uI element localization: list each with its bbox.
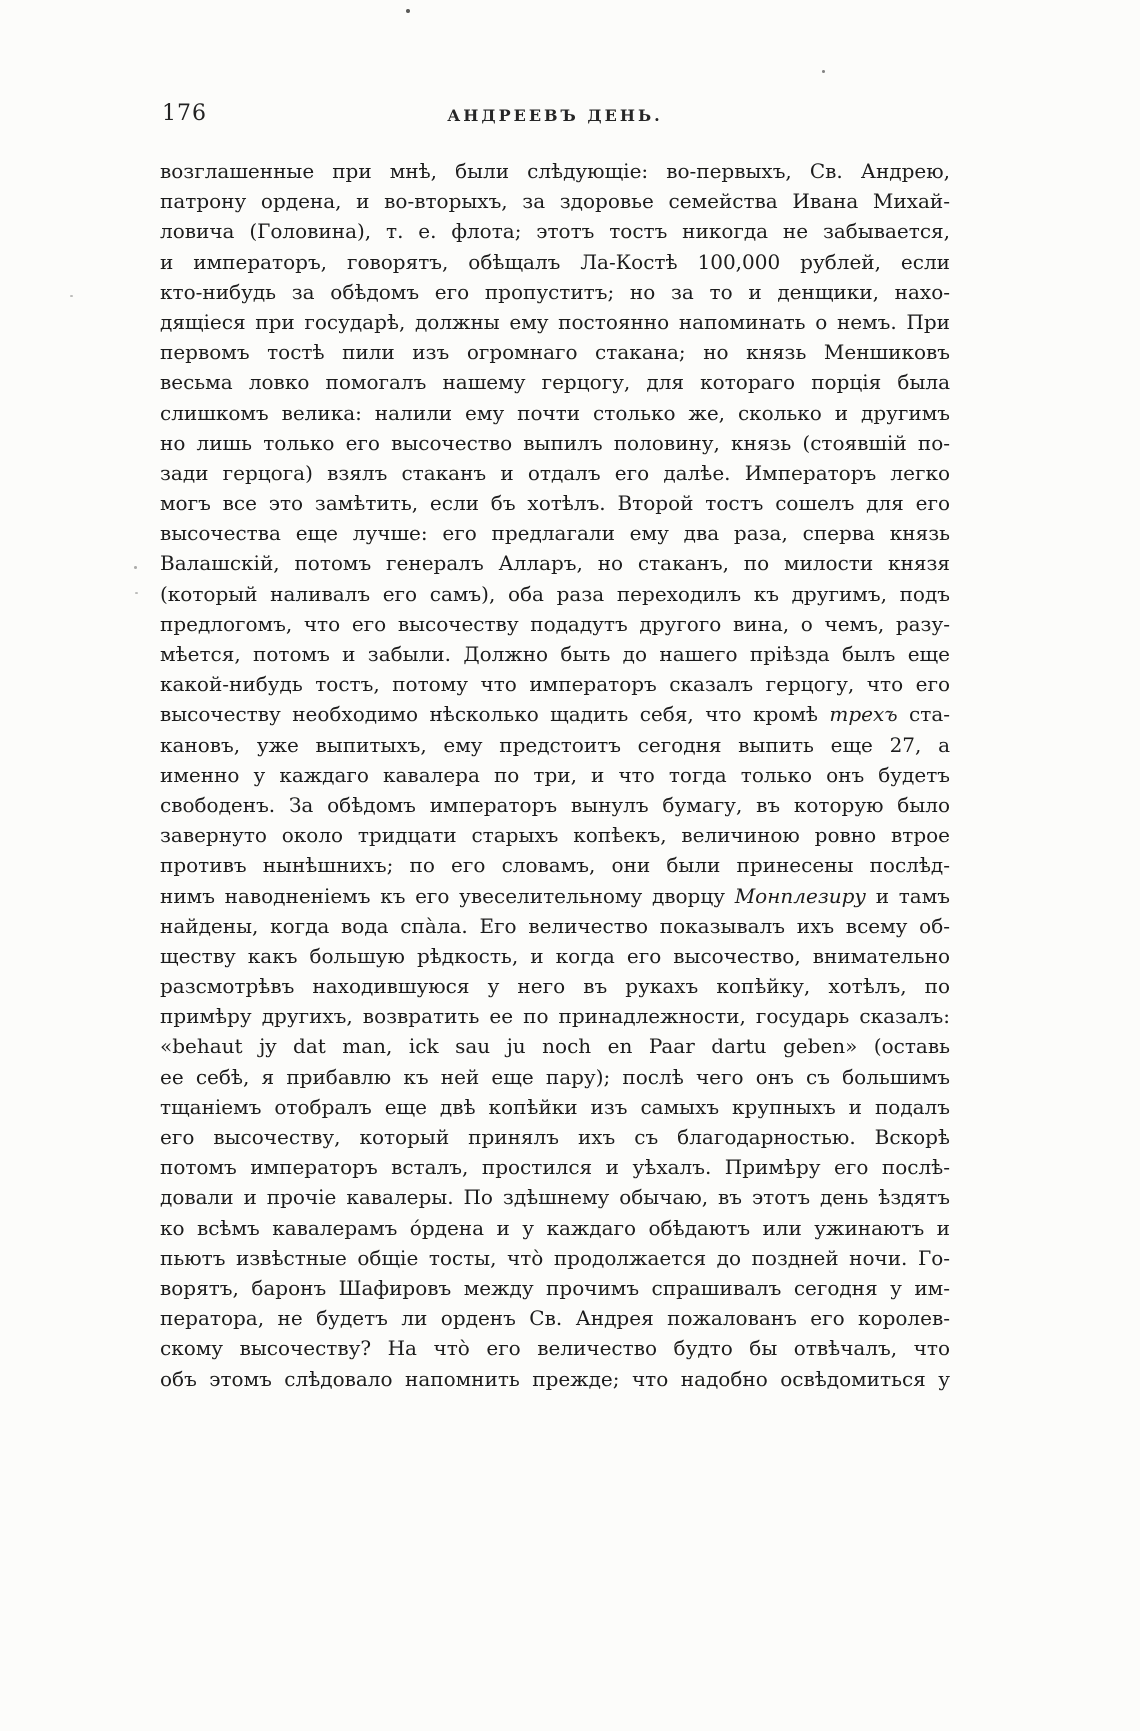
text-line: объ этомъ слѣдовало напомнить прежде; что надобно освѣдомиться у — [160, 1366, 950, 1391]
text-line: ператора, не будетъ ли орденъ Св. Андрея пожалованъ его королев- — [160, 1306, 950, 1331]
text-line: свободенъ. За обѣдомъ императоръ вынулъ бумагу, въ которую было — [160, 792, 950, 817]
text-line: дящіеся при государѣ, должны ему постоянно напоминать о немъ. При — [160, 309, 950, 334]
page-number: 176 — [162, 101, 207, 126]
text-line: кановъ, уже выпитыхъ, ему предстоитъ сегодня выпить еще 27, а — [160, 732, 950, 757]
text-line: довали и прочіе кавалеры. По здѣшнему обычаю, въ этотъ день ѣздятъ — [160, 1185, 950, 1210]
text-line: «behaut jy dat man, ick sau ju noch en Paar dartu geben» (оставь — [160, 1034, 950, 1059]
text-line: мѣется, потомъ и забыли. Должно быть до нашего пріѣзда былъ еще — [160, 642, 950, 666]
text-line: его высочеству, который принялъ ихъ съ благодарностью. Вскорѣ — [160, 1125, 950, 1149]
scan-speck — [822, 70, 825, 73]
text-line: ко всѣмъ кавалерамъ о́рдена и у каждаго обѣдаютъ или ужинаютъ и — [160, 1215, 950, 1240]
text-line: пьютъ извѣстные общіе тосты, что̀ продолжается до поздней ночи. Го- — [160, 1245, 950, 1270]
text-line: зади герцога) взялъ стаканъ и отдалъ его далѣе. Императоръ легко — [160, 460, 950, 485]
text-line: возглашенные при мнѣ, были слѣдующіе: во-первыхъ, Св. Андрею, — [160, 159, 950, 183]
text-line: примѣру другихъ, возвратить ее по принадлежности, государь сказалъ: — [160, 1004, 950, 1029]
text-line: именно у каждаго кавалера по три, и что тогда только онъ будетъ — [160, 762, 950, 787]
text-line: нимъ наводненіемъ къ его увеселительному дворцу Монплезиру и тамъ — [160, 883, 950, 908]
text-line: завернуто около тридцати старыхъ копѣекъ, величиною ровно втрое — [160, 823, 950, 848]
text-line: могъ все это замѣтить, если бъ хотѣлъ. Второй тостъ сошелъ для его — [160, 491, 950, 516]
text-line: и императоръ, говорятъ, обѣщалъ Ла-Костѣ 100,000 рублей, если — [160, 249, 950, 274]
text-line: найдены, когда вода спа̀ла. Его величество показывалъ ихъ всему об- — [160, 913, 950, 938]
text-line: потомъ императоръ всталъ, простился и уѣхалъ. Примѣру его послѣ- — [160, 1155, 950, 1180]
page-body — [160, 156, 950, 1394]
text-line: первомъ тостѣ пили изъ огромнаго стакана; но князь Меншиковъ — [160, 340, 950, 365]
text-line: предлогомъ, что его высочеству подадутъ другого вина, о чемъ, разу- — [160, 611, 950, 636]
scan-speck — [406, 9, 410, 13]
text-line: (который наливалъ его самъ), оба раза переходилъ къ другимъ, подъ — [160, 581, 950, 606]
text-line: ворятъ, баронъ Шафировъ между прочимъ спрашивалъ сегодня у им- — [160, 1275, 950, 1300]
text-line: патрону ордена, и во-вторыхъ, за здоровье семейства Ивана Михай- — [160, 189, 950, 214]
text-line: слишкомъ велика: налили ему почти столько же, сколько и другимъ — [160, 400, 950, 425]
scan-speck — [135, 592, 138, 594]
text-line: какой-нибудь тостъ, потому что императоръ сказалъ герцогу, что его — [160, 672, 950, 697]
page-header — [160, 101, 950, 129]
text-line: ловича (Головина), т. е. флота; этотъ тостъ никогда не забывается, — [160, 219, 950, 244]
scan-speck — [70, 295, 73, 297]
text-line: кто-нибудь за обѣдомъ его пропуститъ; но за то и денщики, нахо- — [160, 279, 950, 304]
running-header: АНДРЕЕВЪ ДЕНЬ. — [447, 106, 663, 125]
scan-speck — [134, 566, 137, 569]
text-line: высочества еще лучше: его предлагали ему два раза, сперва князь — [160, 521, 950, 546]
text-line: скому высочеству? На что̀ его величество будто бы отвѣчалъ, что — [160, 1336, 950, 1361]
text-line: ее себѣ, я прибавлю къ ней еще пару); послѣ чего онъ съ большимъ — [160, 1064, 950, 1089]
text-line: противъ нынѣшнихъ; по его словамъ, они были принесены послѣд- — [160, 853, 950, 878]
text-line: высочеству необходимо нѣсколько щадить себя, что кромѣ трехъ ста- — [160, 702, 950, 727]
text-line: ществу какъ большую рѣдкость, и когда его высочество, внимательно — [160, 943, 950, 968]
text-line: разсмотрѣвъ находившуюся у него въ рукахъ копѣйку, хотѣлъ, по — [160, 974, 950, 999]
text-line: но лишь только его высочество выпилъ половину, князь (стоявшій по- — [160, 430, 950, 455]
text-line: весьма ловко помогалъ нашему герцогу, для котораго порція была — [160, 370, 950, 395]
text-line: тщаніемъ отобралъ еще двѣ копѣйки изъ самыхъ крупныхъ и подалъ — [160, 1094, 950, 1119]
text-line: Валашскій, потомъ генералъ Алларъ, но стаканъ, по милости князя — [160, 551, 950, 576]
